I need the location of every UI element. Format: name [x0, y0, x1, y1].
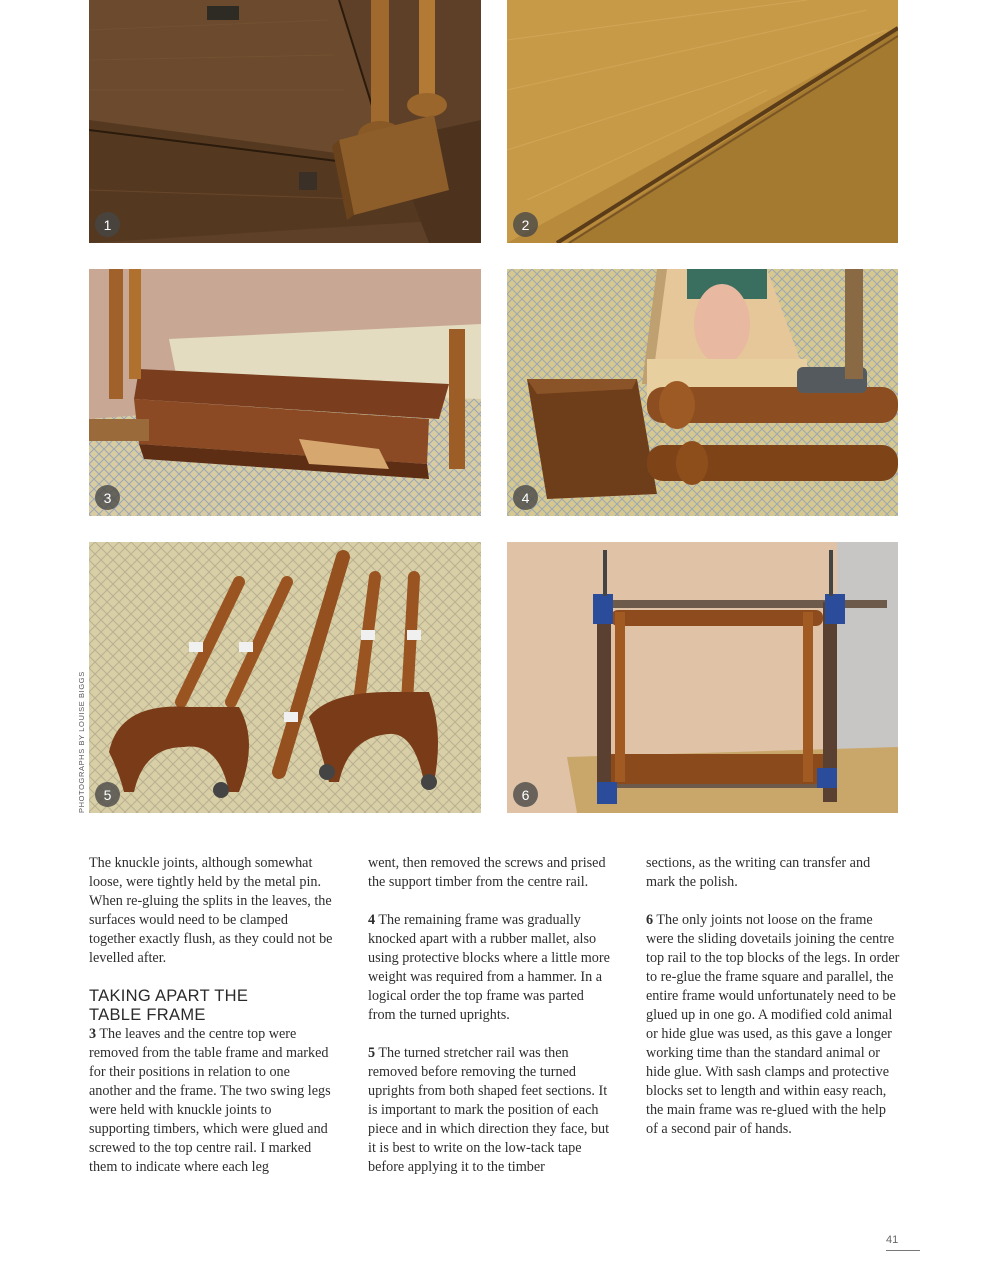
photo-2: [507, 0, 898, 243]
step-number: 5: [368, 1045, 376, 1061]
text-column-1: [89, 854, 335, 1177]
text-column-2: [368, 854, 614, 1177]
paragraph-text: The leaves and the centre top were removed from the table frame and marked for their positions in relation to one another and the frame. The two swing legs were held with knuckle joints to supporting timbers, which were glued and screwed to the top centre rail. I marked them to indicate where each leg: [89, 1026, 331, 1175]
paragraph: The knuckle joints, although somewhat loose, were tightly held by the metal pin. When re-gluing the splits in the leaves, the surfaces would need to be clamped together exactly flush, as they could not be levelled after.: [89, 855, 333, 966]
paragraph: [368, 911, 614, 1025]
paragraph-text: The remaining frame was gradually knocked apart with a rubber mallet, also using protective blocks where a little more weight was required from a hammer. In a logical order the top frame was parted from the turned uprights.: [368, 912, 610, 1023]
photo-5: [89, 542, 481, 813]
step-number: 3: [89, 1026, 97, 1042]
section-heading: TAKING APART THE TABLE FRAME: [89, 987, 249, 1024]
photo-number-badge: 5: [95, 782, 120, 807]
page-number-rule: [886, 1250, 920, 1251]
paragraph-text: The turned stretcher rail was then removed before removing the turned uprights from both shaped feet sections. It is important to mark the position of each piece and in which direction they face, but it is best to write on the low-tack tape before applying it to the timber: [368, 1045, 610, 1175]
page-number: 41: [886, 1234, 899, 1246]
photo-number-badge: 3: [95, 485, 120, 510]
paragraph-text: The only joints not loose on the frame were the sliding dovetails joining the centre top rail to the top blocks of the legs. In order to re-glue the frame square and parallel, the entire frame would unfortunately need to be glued up in one go. A modified cold animal or hide glue was used, as this gave a longer working time than the standard animal or hide glue. With sash clamps and protective blocks set to length and within easy reach, the main frame was re-glued with the help of a second pair of hands.: [646, 912, 900, 1137]
step-number: 4: [368, 912, 376, 928]
paragraph: [368, 1044, 614, 1177]
paragraph: [89, 1025, 335, 1177]
photo-number-badge: 2: [513, 212, 538, 237]
paragraph: went, then removed the screws and prised the support timber from the centre rail.: [368, 855, 606, 890]
paragraph: [646, 911, 901, 1139]
photo-credit: PHOTOGRAPHS BY LOUISE BIGGS: [77, 671, 86, 813]
photo-4: [507, 269, 898, 516]
photo-number-badge: 4: [513, 485, 538, 510]
photo-number-badge: 6: [513, 782, 538, 807]
text-column-3: [646, 854, 901, 1139]
photo-number-badge: 1: [95, 212, 120, 237]
photo-6: [507, 542, 898, 813]
paragraph: sections, as the writing can transfer and mark the polish.: [646, 855, 871, 890]
photo-1: [89, 0, 481, 243]
step-number: 6: [646, 912, 654, 928]
photo-3: [89, 269, 481, 516]
